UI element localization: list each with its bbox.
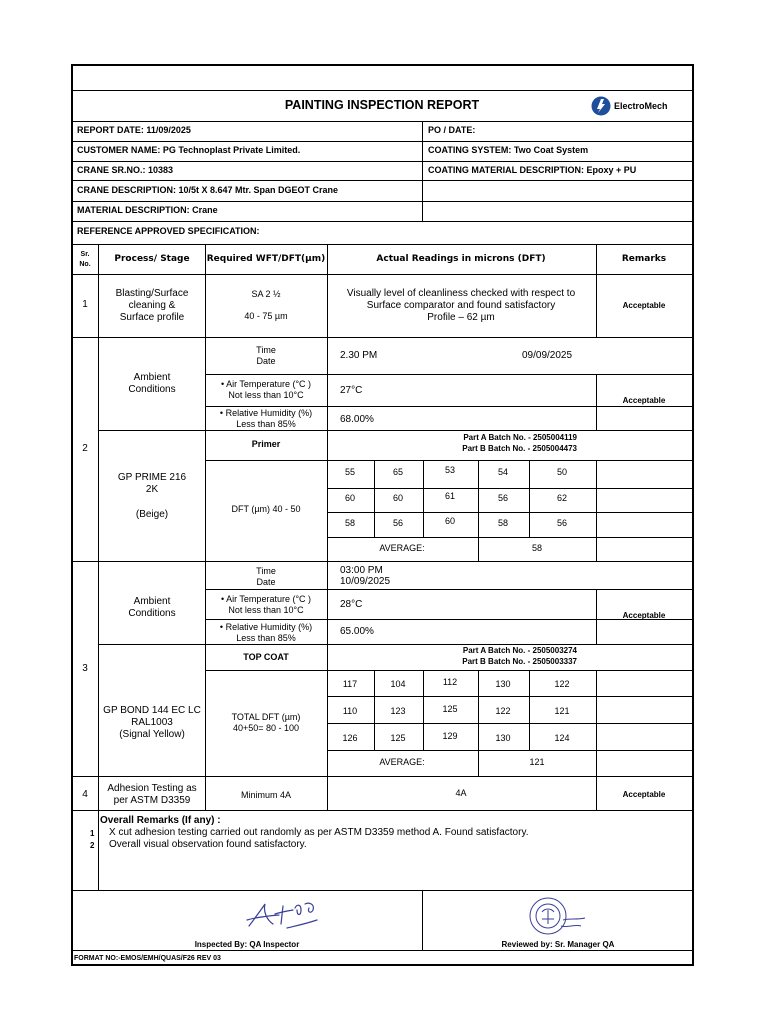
row2-batch-b: Part B Batch No. - 2505004473 — [462, 444, 577, 453]
row2-ambient: Conditions — [128, 384, 176, 395]
topcoat-average: 121 — [529, 757, 545, 767]
topcoat-reading: 125 — [442, 704, 458, 714]
primer-reading: 65 — [392, 467, 404, 477]
row3-air-temp: 28°C — [340, 599, 363, 610]
row3-date: 10/09/2025 — [340, 576, 391, 587]
primer-reading: 58 — [344, 518, 356, 528]
primer-average: 58 — [531, 543, 543, 553]
topcoat-reading: 123 — [390, 706, 406, 716]
primer-reading: 60 — [392, 493, 404, 503]
crane-sr-no: CRANE SR.NO.: 10383 — [77, 165, 174, 175]
electromech-logo-icon — [591, 96, 611, 116]
row3-material: (Signal Yellow) — [119, 729, 185, 740]
format-number: FORMAT NO:-EMOS/EMH/QUAS/F26 REV 03 — [74, 955, 221, 962]
primer-reading: 53 — [444, 465, 456, 475]
topcoat-reading: 130 — [495, 679, 511, 689]
topcoat-reading: 110 — [342, 706, 358, 716]
row3-dft-label: 40+50= 80 - 100 — [232, 723, 300, 733]
report-title: PAINTING INSPECTION REPORT — [284, 98, 480, 112]
row1-required: 40 - 75 µm — [244, 311, 288, 321]
company-logo — [591, 95, 691, 117]
primer-reading: 56 — [556, 518, 568, 528]
row3-air-label: • Air Temperature (°C ) — [220, 594, 312, 604]
row2-date: 09/09/2025 — [522, 350, 573, 361]
material-description: MATERIAL DESCRIPTION: Crane — [77, 205, 218, 215]
col-actual: Actual Readings in microns (DFT) — [376, 254, 546, 264]
coating-material: COATING MATERIAL DESCRIPTION: Epoxy + PU — [428, 165, 637, 175]
po-date: PO / DATE: — [428, 125, 476, 135]
col-remarks: Remarks — [621, 254, 667, 264]
topcoat-reading: 126 — [342, 733, 358, 743]
col-process: Process/ Stage — [114, 254, 190, 264]
primer-reading: 60 — [444, 516, 456, 526]
reviewed-by: Reviewed by: Sr. Manager QA — [501, 940, 615, 949]
row2-air-label: Not less than 10°C — [228, 390, 304, 400]
primer-reading: 56 — [392, 518, 404, 528]
row1-actual: Visually level of cleanliness checked with respect to — [346, 288, 576, 299]
row3-sr: 3 — [82, 663, 88, 674]
row1-actual: Surface comparator and found satisfactory — [366, 300, 556, 311]
topcoat-reading: 117 — [342, 679, 358, 689]
row2-ambient: Ambient — [133, 372, 171, 383]
topcoat-reading: 125 — [390, 733, 406, 743]
row4-required: Minimum 4A — [240, 790, 292, 800]
row2-air-temp: 27°C — [340, 385, 363, 396]
row3-material: RAL1003 — [131, 717, 173, 728]
row2-material: 2K — [145, 484, 159, 495]
col-sr-line2: No. — [79, 261, 91, 268]
crane-description: CRANE DESCRIPTION: 10/5t X 8.647 Mtr. Span DGEOT Crane — [77, 185, 339, 195]
row2-ambient-remarks: Acceptable — [622, 396, 666, 405]
row3-air-label: Not less than 10°C — [228, 605, 304, 615]
row3-coat-label: TOP COAT — [243, 652, 289, 662]
inspected-by: Inspected By: QA Inspector — [194, 940, 300, 949]
primer-average-label: AVERAGE: — [379, 543, 425, 553]
row3-material: GP BOND 144 EC LC — [103, 705, 201, 716]
primer-reading: 50 — [556, 467, 568, 477]
row3-rh-label: • Relative Humidity (%) — [219, 622, 313, 632]
row2-sr: 2 — [82, 443, 88, 454]
row3-ambient-remarks: Acceptable — [622, 611, 666, 620]
primer-reading: 62 — [556, 493, 568, 503]
primer-reading: 56 — [497, 493, 509, 503]
row2-time: 2.30 PM — [340, 350, 378, 361]
row2-coat-label: Primer — [251, 439, 281, 449]
row3-ambient: Conditions — [128, 608, 176, 619]
row3-time-label: Time — [256, 566, 276, 576]
row1-process: Surface profile — [119, 312, 185, 323]
row1-process: cleaning & — [128, 300, 176, 311]
primer-reading: 61 — [444, 491, 456, 501]
topcoat-reading: 129 — [442, 731, 458, 741]
overall-remarks-title: Overall Remarks (If any) : — [100, 815, 221, 826]
row4-process: Adhesion Testing as — [107, 783, 197, 794]
topcoat-reading: 112 — [442, 677, 458, 687]
row4-actual: 4A — [455, 788, 467, 798]
topcoat-reading: 121 — [554, 706, 570, 716]
row3-dft-label: TOTAL DFT (µm) — [231, 712, 301, 722]
inspection-report — [71, 64, 694, 964]
reference-specification: REFERENCE APPROVED SPECIFICATION: — [77, 226, 260, 236]
row2-material: (Beige) — [135, 509, 169, 520]
row2-rh-label: • Relative Humidity (%) — [219, 408, 313, 418]
topcoat-reading: 124 — [554, 733, 570, 743]
row2-air-label: • Air Temperature (°C ) — [220, 379, 312, 389]
inspector-signature — [243, 898, 333, 932]
topcoat-average-label: AVERAGE: — [379, 757, 425, 767]
row1-process: Blasting/Surface — [115, 288, 189, 299]
row3-humidity: 65.00% — [340, 626, 374, 637]
primer-reading: 55 — [344, 467, 356, 477]
coating-system: COATING SYSTEM: Two Coat System — [428, 145, 589, 155]
row3-date-label: Date — [256, 577, 276, 587]
customer-name: CUSTOMER NAME: PG Technoplast Private Limited. — [77, 145, 301, 155]
row3-rh-label: Less than 85% — [236, 633, 296, 643]
row2-date-label: Date — [256, 356, 276, 366]
primer-reading: 58 — [497, 518, 509, 528]
row4-remarks: Acceptable — [622, 790, 666, 799]
primer-reading: 60 — [344, 493, 356, 503]
topcoat-reading: 130 — [495, 733, 511, 743]
row1-actual: Profile – 62 µm — [427, 312, 495, 323]
quality-stamp — [525, 894, 587, 940]
col-required: Required WFT/DFT(µm) — [206, 254, 326, 264]
primer-reading: 54 — [497, 467, 509, 477]
remark-text: Overall visual observation found satisfactory. — [109, 839, 307, 850]
company-name: ElectroMech — [614, 101, 668, 111]
row4-sr: 4 — [82, 789, 88, 800]
row1-remarks: Acceptable — [622, 301, 666, 310]
row3-ambient: Ambient — [133, 596, 171, 607]
row1-required: SA 2 ½ — [251, 289, 281, 299]
remark-number: 2 — [90, 841, 95, 850]
row3-time: 03:00 PM — [340, 565, 383, 576]
row2-dft-label: DFT (µm) 40 - 50 — [231, 504, 301, 514]
row2-rh-label: Less than 85% — [236, 419, 296, 429]
row4-process: per ASTM D3359 — [113, 795, 191, 806]
row2-batch-a: Part A Batch No. - 2505004119 — [463, 433, 577, 442]
topcoat-reading: 104 — [390, 679, 406, 689]
row3-batch-a: Part A Batch No. - 2505003274 — [462, 646, 577, 655]
topcoat-reading: 122 — [554, 679, 570, 689]
row2-time-label: Time — [256, 345, 276, 355]
row3-batch-b: Part B Batch No. - 2505003337 — [462, 657, 577, 666]
topcoat-reading: 122 — [495, 706, 511, 716]
remark-text: X cut adhesion testing carried out randomly as per ASTM D3359 method A. Found satisfactory. — [109, 827, 529, 838]
col-sr-line1: Sr. — [80, 251, 90, 258]
remark-number: 1 — [90, 829, 95, 838]
row2-humidity: 68.00% — [340, 414, 374, 425]
report-date: REPORT DATE: 11/09/2025 — [77, 125, 191, 135]
row2-material: GP PRIME 216 — [117, 472, 187, 483]
row1-sr: 1 — [82, 299, 88, 310]
